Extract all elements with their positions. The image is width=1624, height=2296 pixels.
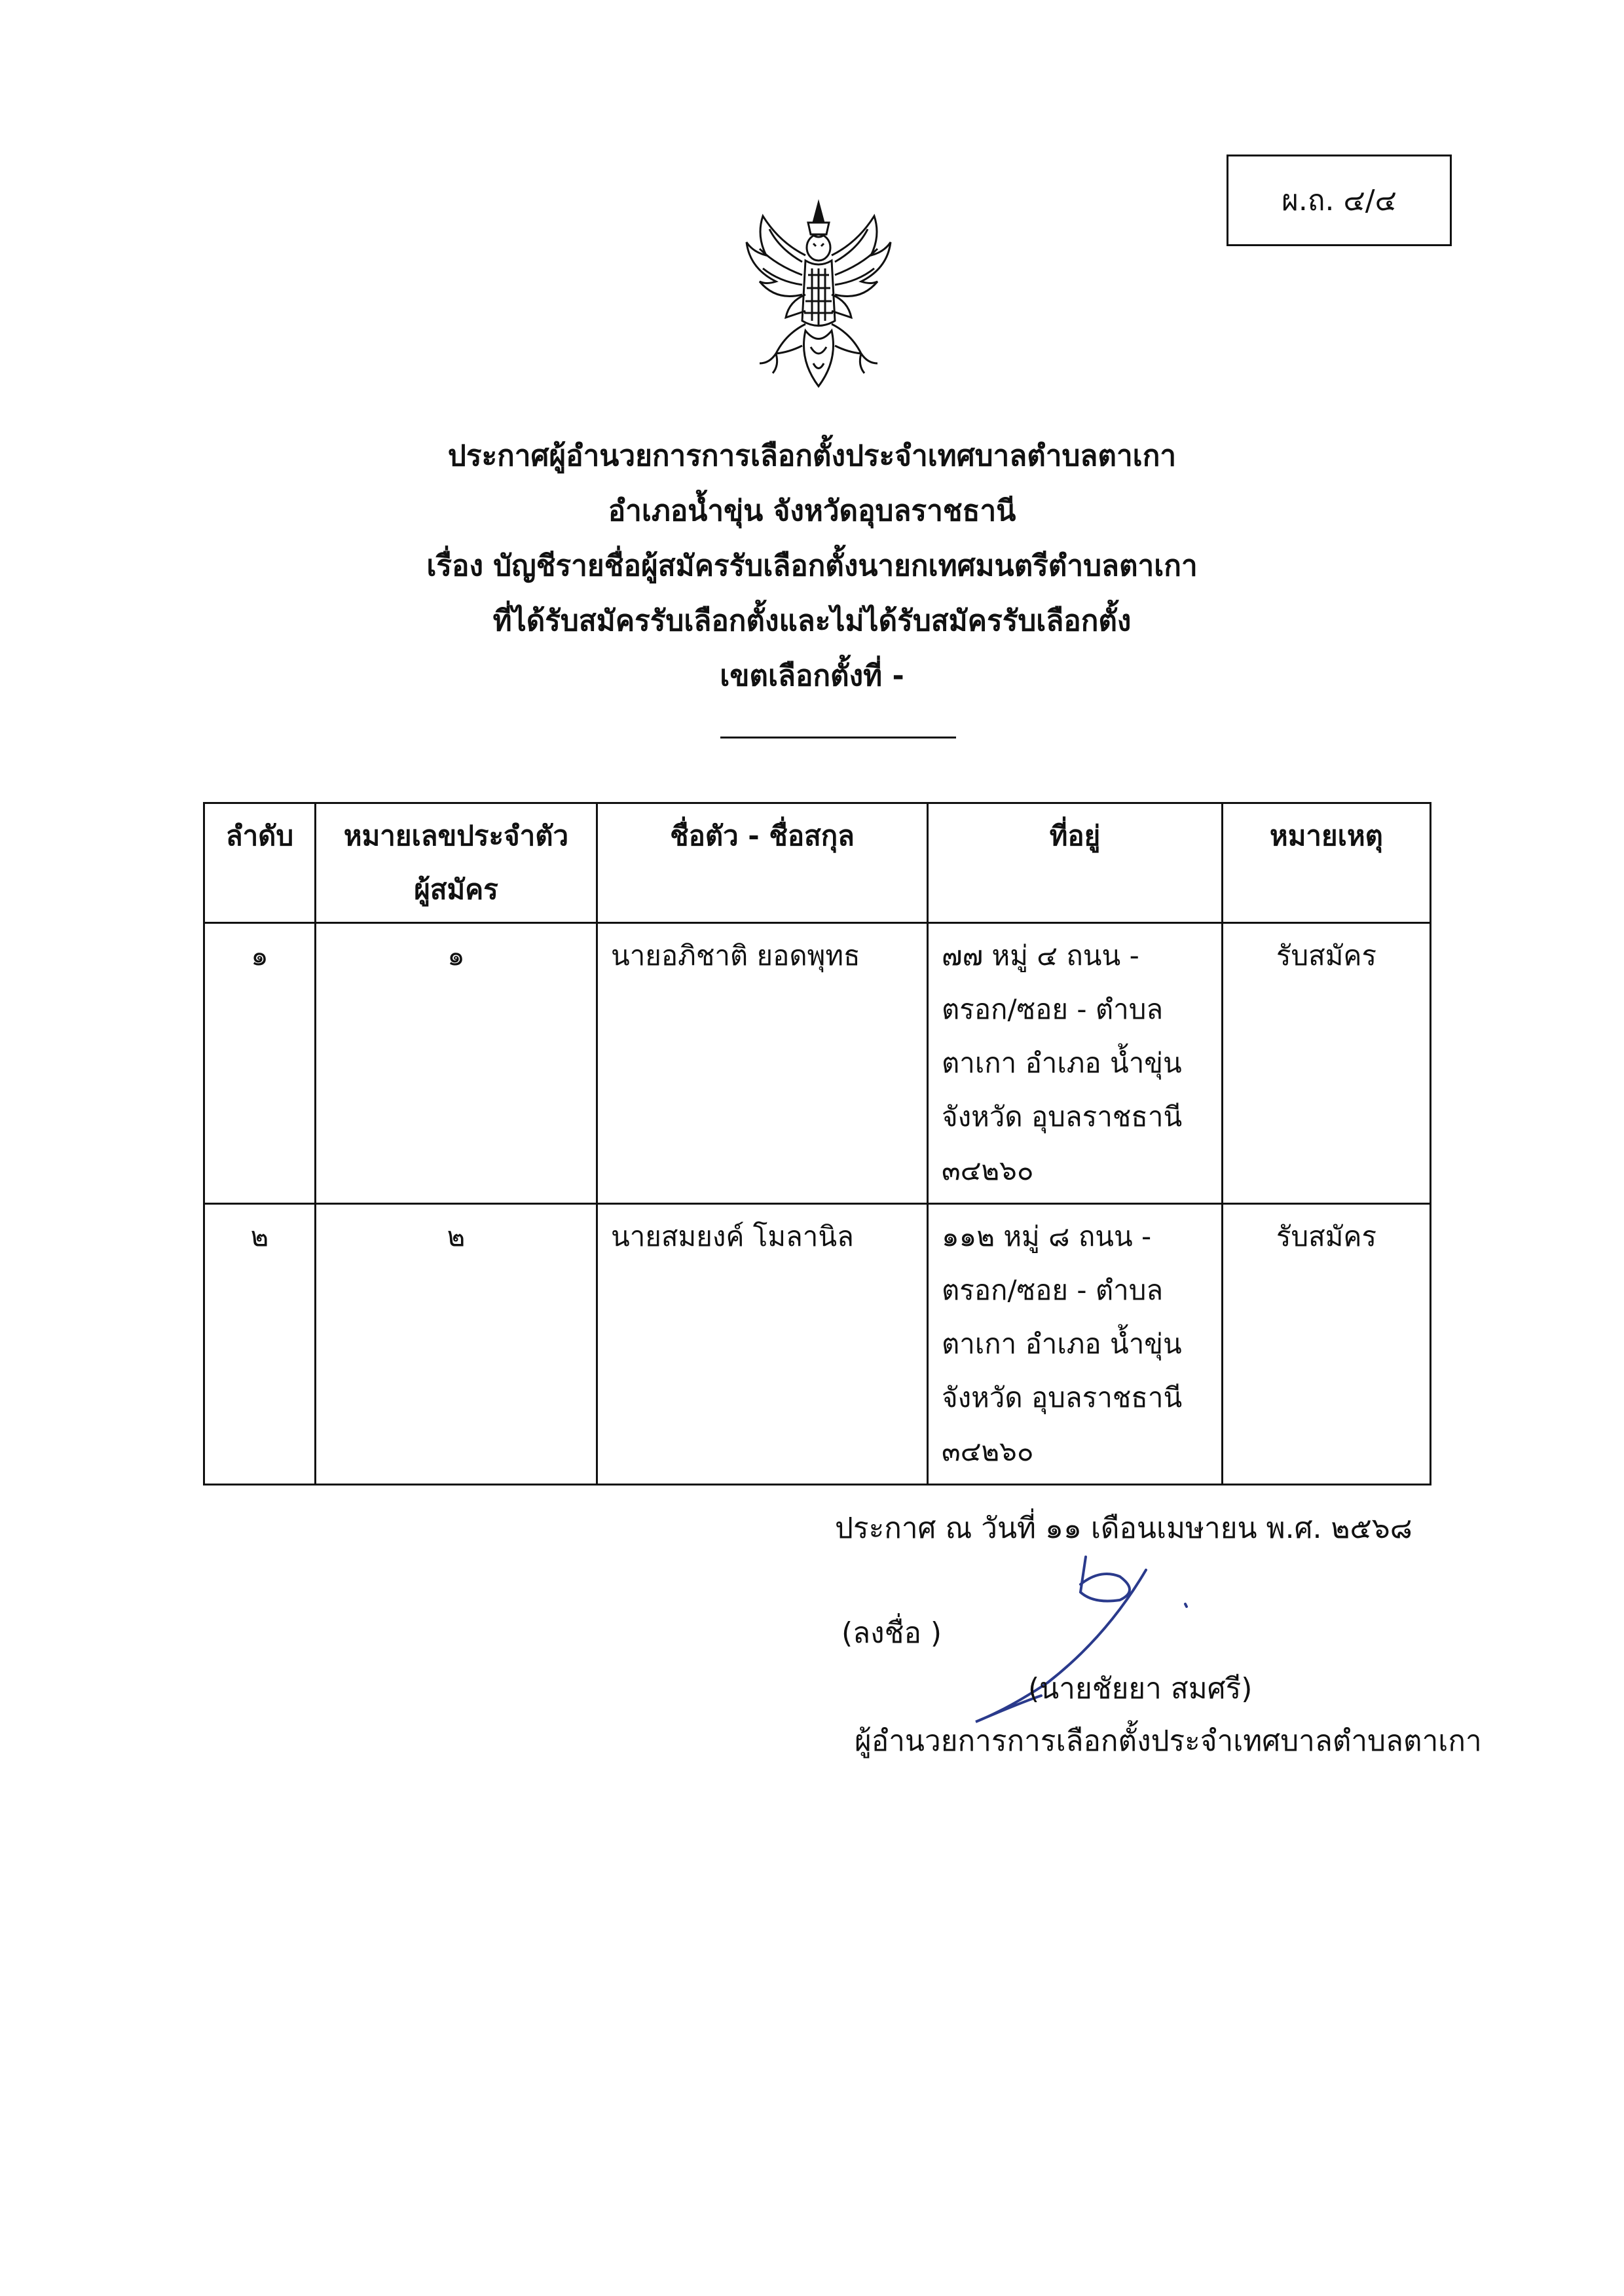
heading-line-3: เรื่อง บัญชีรายชื่อผู้สมัครรับเลือกตั้งนายกเทศมนตรีตำบลตาเกา [426, 549, 1198, 583]
header-number-line-1: หมายเลขประจำตัว [343, 820, 569, 852]
address-line: จังหวัด อุบลราชธานี [942, 1381, 1183, 1413]
address-line: ๓๔๒๖๐ [942, 1435, 1034, 1467]
cell-remark: รับสมัคร [1223, 1204, 1431, 1485]
cell-number: ๑ [316, 923, 597, 1204]
address-line: ๑๑๒ หมู่ ๘ ถนน - [942, 1220, 1152, 1252]
signer-position: ผู้อำนวยการการเลือกตั้งประจำเทศบาลตำบลตาเกา [855, 1724, 1482, 1758]
cell-order: ๑ [204, 923, 316, 1204]
announcement-date: ประกาศ ณ วันที่ ๑๑ เดือนเมษายน พ.ศ. ๒๕๖๘ [835, 1512, 1412, 1545]
header-number-line-2: ผู้สมัคร [414, 873, 498, 905]
candidate-table [203, 802, 1431, 1485]
form-code: ผ.ถ. ๔/๔ [1227, 155, 1452, 246]
address-line: ๓๔๒๖๐ [942, 1154, 1034, 1186]
address-line: ตาเกา อำเภอ น้ำขุ่น [942, 1328, 1182, 1360]
cell-number: ๒ [316, 1204, 597, 1485]
cell-address [928, 923, 1223, 1204]
cell-name: นายอภิชาติ ยอดพุทธ [597, 923, 928, 1204]
cell-order: ๒ [204, 1204, 316, 1485]
header-candidate-number [316, 803, 597, 923]
table-header-row [204, 803, 1431, 923]
address-line: ตรอก/ซอย - ตำบล [942, 993, 1164, 1025]
address-line: ๗๗ หมู่ ๔ ถนน - [942, 939, 1139, 972]
header-name: ชื่อตัว - ชื่อสกุล [597, 803, 928, 923]
heading-line-2: อำเภอน้ำขุ่น จังหวัดอุบลราชธานี [608, 494, 1016, 528]
heading-line-5: เขตเลือกตั้งที่ - [720, 659, 904, 693]
heading-line-4: ที่ได้รับสมัครรับเลือกตั้งและไม่ได้รับสมัครรับเลือกตั้ง [492, 604, 1132, 638]
header-order: ลำดับ [204, 803, 316, 923]
table-row [204, 923, 1431, 1204]
title-divider [720, 737, 956, 738]
sign-label: (ลงชื่อ ) [841, 1616, 942, 1650]
address-line: ตาเกา อำเภอ น้ำขุ่น [942, 1047, 1182, 1079]
announcement-heading [0, 429, 1624, 704]
table-row [204, 1204, 1431, 1485]
cell-address [928, 1204, 1223, 1485]
header-address: ที่อยู่ [928, 803, 1223, 923]
cell-name: นายสมยงค์ โมลานิล [597, 1204, 928, 1485]
address-line: จังหวัด อุบลราชธานี [942, 1101, 1183, 1133]
cell-remark: รับสมัคร [1223, 923, 1431, 1204]
header-remark: หมายเหตุ [1223, 803, 1431, 923]
heading-line-1: ประกาศผู้อำนวยการการเลือกตั้งประจำเทศบาลตำบลตาเกา [447, 439, 1177, 473]
signer-name: (นายชัยยา สมศรี) [1028, 1672, 1253, 1705]
garuda-emblem-icon [740, 196, 897, 393]
address-line: ตรอก/ซอย - ตำบล [942, 1274, 1164, 1306]
